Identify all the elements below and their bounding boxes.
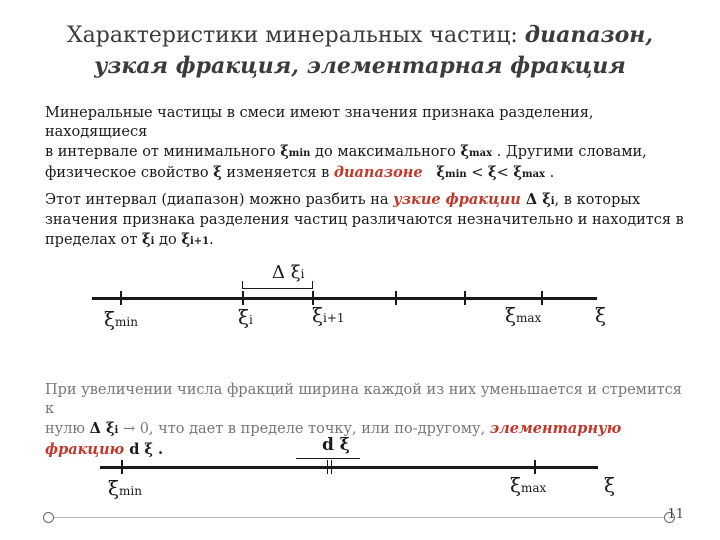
paragraph-range <box>45 104 685 184</box>
paragraph-elementary-fraction <box>45 381 685 460</box>
xi-subscript: min <box>288 148 311 159</box>
p1-text3b: изменяется в <box>221 165 334 181</box>
label-xi-min <box>104 308 138 333</box>
label-xi-axis <box>595 304 606 329</box>
p1-text2b: до максимального <box>310 144 461 160</box>
xi-subscript: i <box>114 425 119 436</box>
p3-line3 <box>45 440 685 460</box>
term-narrow-fractions: узкие фракции <box>393 191 521 208</box>
label-xi-min <box>108 477 142 502</box>
p3-line1 <box>45 381 685 419</box>
scale-axis <box>100 466 598 469</box>
scale-tick <box>541 291 543 305</box>
xi-symbol: ξ <box>213 164 222 181</box>
delta-bracket-left <box>242 281 243 289</box>
p1-text3a: физическое свойство <box>45 165 214 181</box>
d-xi-symbol: d ξ . <box>124 441 164 458</box>
p1-text2c: . Другими словами, <box>492 144 647 160</box>
p2-line1 <box>45 190 685 211</box>
p3-text2b: → 0, что дает в пределе точку, или по-другому, <box>118 421 490 437</box>
p1-text3e: . <box>545 165 555 181</box>
xi-symbol: ξ <box>142 231 151 248</box>
xi-symbol: ξ <box>488 164 497 181</box>
delta-bracket-right <box>312 281 313 289</box>
xi-symbol: ξ <box>513 164 522 181</box>
p3-text2a: нулю <box>45 421 90 437</box>
xi-subscript: max <box>516 311 542 325</box>
xi-symbol: ξ <box>312 303 324 327</box>
term-fraction: фракцию <box>45 441 125 458</box>
xi-subscript: max <box>469 148 493 159</box>
p2-text1a: Этот интервал (диапазон) можно разбить на <box>45 192 394 208</box>
dxi-bracket-line <box>296 458 360 459</box>
delta-xi-label <box>272 262 304 285</box>
xi-symbol: ξ <box>104 307 116 331</box>
page-number: 11 <box>667 507 684 522</box>
xi-subscript: min <box>445 169 467 180</box>
xi-symbol: ξ <box>436 164 445 181</box>
p2-text2: значения признака разделения частиц различаются незначительно и находится в <box>45 212 684 228</box>
footer-divider <box>48 517 668 518</box>
xi-symbol: ξ <box>595 303 607 327</box>
xi-symbol: ξ <box>181 231 190 248</box>
xi-symbol: ξ <box>460 143 470 160</box>
xi-symbol: ξ <box>108 476 120 500</box>
scale-tick <box>395 291 397 305</box>
p1-text3d: < <box>496 165 514 181</box>
p3-text1: При увеличении числа фракций ширина каждой из них уменьшается и стремится к <box>45 382 682 417</box>
term-elementary: элементарную <box>489 420 622 437</box>
p1-text2a: в интервале от минимального <box>45 144 281 160</box>
xi-subscript: i <box>550 196 555 207</box>
p2-text3c: . <box>209 232 214 248</box>
term-range: диапазоне <box>333 164 423 181</box>
p1-line3 <box>45 163 685 184</box>
p2-text3b: до <box>154 232 182 248</box>
p2-text3a: пределах от <box>45 232 143 248</box>
d-xi-label: d ξ <box>322 435 350 455</box>
label-xi-i <box>238 306 253 331</box>
xi-subscript: i+1 <box>189 236 210 247</box>
scale-tick <box>534 460 536 474</box>
p1-text3c: < <box>466 165 489 181</box>
xi-subscript: i <box>249 313 253 327</box>
xi-symbol: ξ <box>280 143 289 160</box>
xi-subscript: i <box>150 236 155 247</box>
p2-line2 <box>45 211 685 230</box>
p1-text1: Минеральные частицы в смеси имеют значения признака разделения, находящиеся <box>45 105 594 140</box>
title-emphasis-2: узкая фракция, элементарная фракция <box>94 53 626 79</box>
scale-tick-dxi-right <box>331 460 332 474</box>
p2-text1b: , в которых <box>554 192 641 208</box>
delta-bracket-line <box>242 288 312 289</box>
scale-tick <box>464 291 466 305</box>
p1-line2 <box>45 142 685 163</box>
footer-dot-left <box>43 512 54 523</box>
scale-tick <box>121 460 123 474</box>
p1-line1 <box>45 104 685 142</box>
scale-tick-dxi-left <box>327 460 328 474</box>
xi-subscript: min <box>115 315 138 329</box>
delta-xi-symbol: Δ ξ <box>89 420 115 437</box>
xi-subscript: min <box>119 484 142 498</box>
label-xi-axis <box>604 474 615 499</box>
label-xi-max <box>510 474 546 499</box>
xi-subscript: max <box>521 481 547 495</box>
xi-subscript: max <box>521 169 546 180</box>
title-emphasis-1: диапазон, <box>524 22 653 48</box>
delta-xi-symbol: Δ ξ <box>520 191 551 208</box>
xi-symbol: ξ <box>238 305 250 329</box>
slide-title <box>20 20 700 82</box>
xi-subscript: i+1 <box>323 311 345 325</box>
scale-tick <box>120 291 122 305</box>
scale-axis <box>92 297 597 300</box>
scale-tick <box>242 291 244 305</box>
paragraph-narrow-fractions <box>45 190 685 251</box>
delta-xi-sub: i <box>300 267 305 281</box>
title-plain: Характеристики минеральных частиц: <box>67 23 525 48</box>
xi-symbol: ξ <box>505 303 517 327</box>
delta-xi-text: Δ ξ <box>272 262 301 283</box>
label-xi-max <box>505 304 541 329</box>
xi-symbol: ξ <box>510 473 522 497</box>
label-xi-i-plus-1 <box>312 304 345 329</box>
p2-line3 <box>45 230 685 251</box>
xi-symbol: ξ <box>604 473 616 497</box>
p3-line2 <box>45 419 685 440</box>
